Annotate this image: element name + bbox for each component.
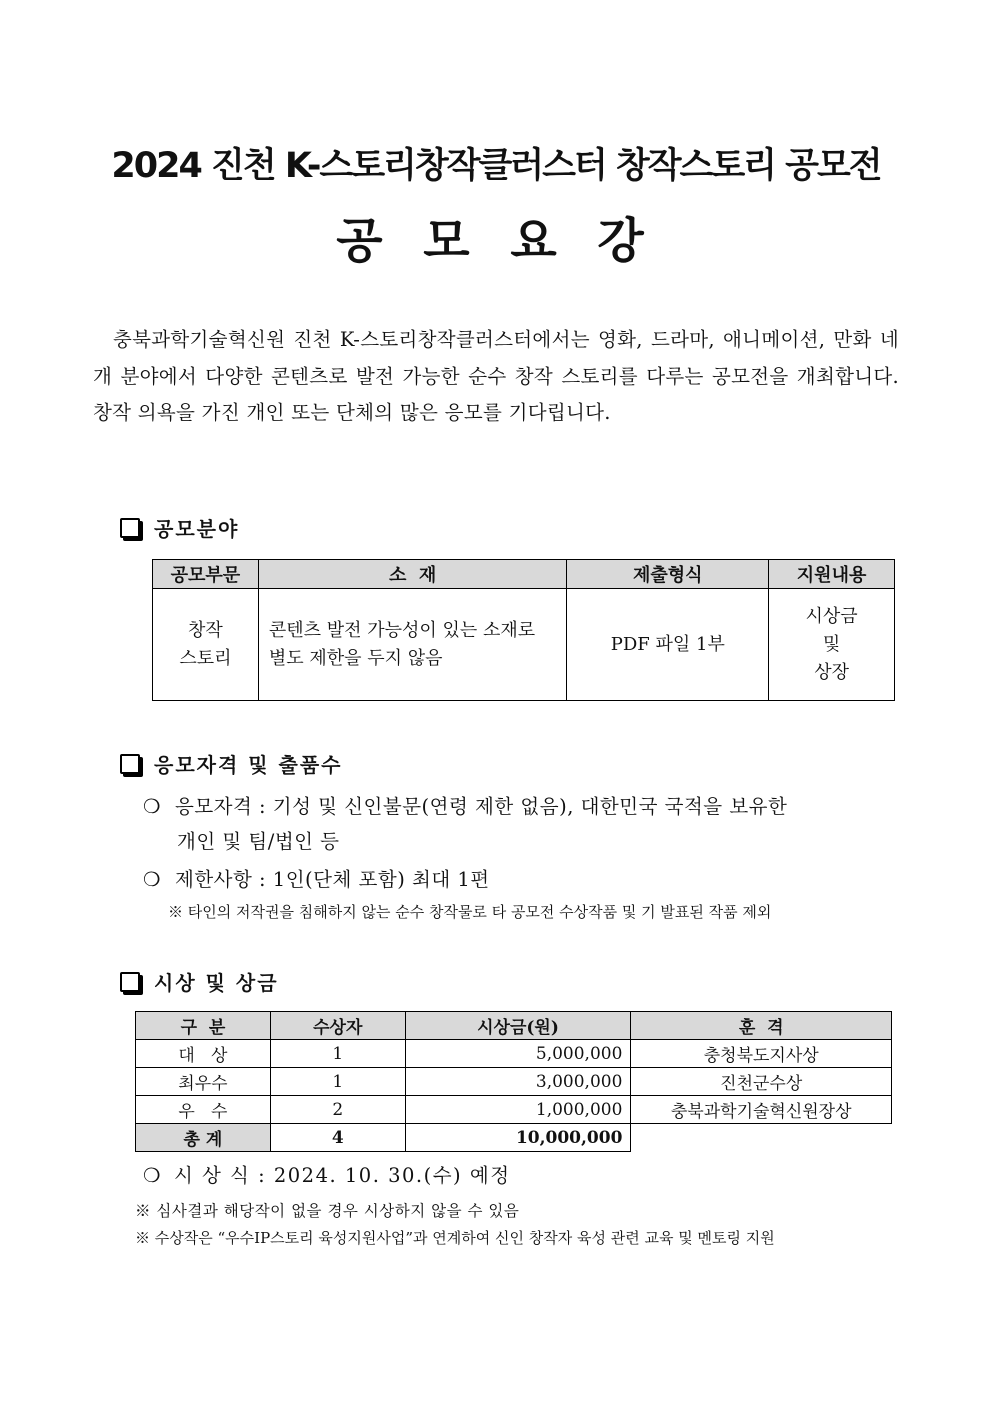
header-cell: 구 분 bbox=[136, 1012, 271, 1040]
header-cell: 수상자 bbox=[270, 1012, 405, 1040]
honor-cell: 충청북도지사상 bbox=[631, 1040, 892, 1068]
subject-line: 별도 제한을 두지 않음 bbox=[268, 647, 443, 669]
header-cell: 시상금(원) bbox=[405, 1012, 631, 1040]
intro-paragraph: 충북과학기술혁신원 진천 K-스토리창작클러스터에서는 영화, 드라마, 애니메이션, 만화 네 개 분야에서 다양한 콘텐츠로 발전 가능한 순수 창작 스토리를 다루는 공모전을 개최합니다. 창작 의욕을 가진 개인 또는 단체의 많은 응모를 기다립니다. bbox=[93, 328, 899, 424]
section-heading-field bbox=[120, 513, 239, 542]
bullet-circle-icon: ❍ bbox=[143, 795, 161, 818]
total-prize-cell: 10,000,000 bbox=[405, 1124, 631, 1152]
checkbox-icon bbox=[120, 518, 140, 538]
field-table bbox=[152, 559, 895, 701]
ceremony-item bbox=[143, 1160, 511, 1188]
total-row bbox=[136, 1124, 892, 1152]
category-line: 스토리 bbox=[179, 647, 232, 669]
support-line: 시상금 bbox=[805, 605, 858, 627]
support-line: 상장 bbox=[814, 661, 849, 683]
winners-cell: 1 bbox=[270, 1068, 405, 1096]
header-cell: 제출형식 bbox=[567, 560, 769, 589]
header-cell: 지원내용 bbox=[769, 560, 895, 589]
eligibility-item-continued: 개인 및 팀/법인 등 bbox=[177, 830, 340, 853]
checkbox-icon bbox=[120, 754, 140, 774]
header-cell: 소 재 bbox=[258, 560, 567, 589]
table-header-row bbox=[136, 1012, 892, 1040]
judging-note: ※ 심사결과 해당작이 없을 경우 시상하지 않을 수 있음 bbox=[135, 1202, 520, 1220]
honor-cell: 충북과학기술혁신원장상 bbox=[631, 1096, 892, 1124]
table-row bbox=[136, 1068, 892, 1096]
copyright-note: ※ 타인의 저작권을 침해하지 않는 순수 창작물로 타 공모전 수상작품 및 기 발표된 작품 제외 bbox=[168, 903, 772, 921]
category-cell bbox=[153, 589, 259, 701]
section-heading-eligibility bbox=[120, 749, 343, 778]
checkbox-icon bbox=[120, 972, 140, 992]
subject-cell bbox=[258, 589, 567, 701]
table-row bbox=[153, 589, 895, 701]
division-cell: 최우수 bbox=[136, 1068, 271, 1096]
support-cell bbox=[769, 589, 895, 701]
empty-cell bbox=[631, 1124, 892, 1152]
subject-line: 콘텐츠 발전 가능성이 있는 소재로 bbox=[268, 619, 536, 641]
eligibility-text: 응모자격 : 기성 및 신인불문(연령 제한 없음), 대한민국 국적을 보유한 bbox=[174, 795, 788, 818]
honor-cell: 진천군수상 bbox=[631, 1068, 892, 1096]
table-row bbox=[136, 1040, 892, 1068]
table-row bbox=[136, 1096, 892, 1124]
prize-cell: 5,000,000 bbox=[405, 1040, 631, 1068]
prize-cell: 1,000,000 bbox=[405, 1096, 631, 1124]
bullet-circle-icon: ❍ bbox=[143, 1164, 162, 1187]
winners-cell: 1 bbox=[270, 1040, 405, 1068]
section-heading-awards bbox=[120, 967, 279, 996]
section-heading-label: 시상 및 상금 bbox=[154, 971, 279, 995]
support-line: 및 bbox=[822, 633, 841, 655]
bullet-circle-icon: ❍ bbox=[143, 868, 161, 891]
header-cell: 훈 격 bbox=[631, 1012, 892, 1040]
division-cell: 우 수 bbox=[136, 1096, 271, 1124]
category-line: 창작 bbox=[188, 619, 223, 641]
document-title: 2024 진천 K-스토리창작클러스터 창작스토리 공모전 bbox=[111, 146, 881, 186]
total-winners-cell: 4 bbox=[270, 1124, 405, 1152]
ceremony-text: 시 상 식 : 2024. 10. 30.(수) 예정 bbox=[173, 1164, 511, 1187]
support-note: ※ 수상작은 “우수IP스토리 육성지원사업”과 연계하여 신인 창작자 육성 관련 교육 및 멘토링 지원 bbox=[135, 1229, 775, 1247]
section-heading-label: 응모자격 및 출품수 bbox=[154, 753, 343, 777]
division-cell: 대 상 bbox=[136, 1040, 271, 1068]
prize-cell: 3,000,000 bbox=[405, 1068, 631, 1096]
total-division-cell: 총 계 bbox=[136, 1124, 271, 1152]
document-subtitle: 공 모 요 강 bbox=[336, 213, 656, 269]
restriction-text: 제한사항 : 1인(단체 포함) 최대 1편 bbox=[174, 868, 490, 891]
winners-cell: 2 bbox=[270, 1096, 405, 1124]
restriction-item bbox=[143, 864, 490, 892]
format-cell: PDF 파일 1부 bbox=[567, 589, 769, 701]
table-header-row bbox=[153, 560, 895, 589]
section-heading-label: 공모분야 bbox=[154, 517, 240, 541]
header-cell: 공모부문 bbox=[153, 560, 259, 589]
eligibility-item bbox=[143, 791, 787, 819]
awards-table bbox=[135, 1011, 892, 1152]
